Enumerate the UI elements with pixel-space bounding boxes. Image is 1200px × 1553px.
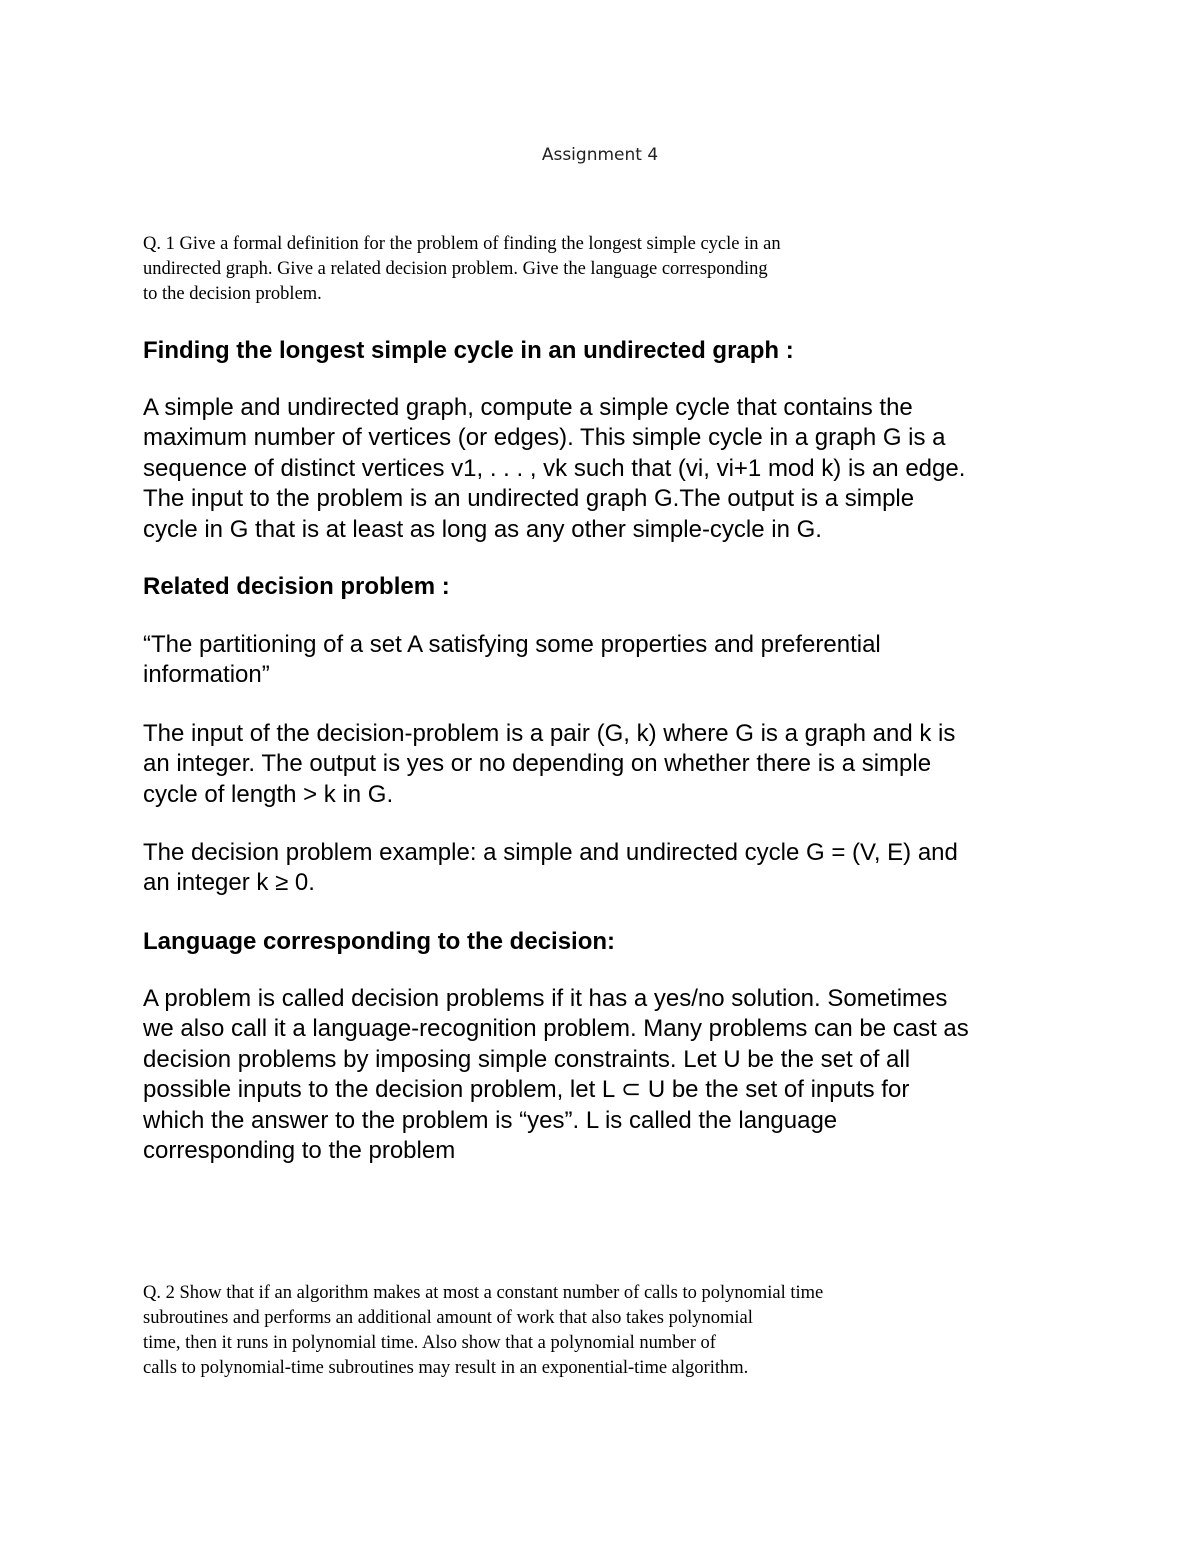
paragraph-line: The input to the problem is an undirected graph G.The output is a simple — [143, 485, 915, 513]
paragraph-line: we also call it a language-recognition problem. Many problems can be cast as — [143, 1015, 969, 1043]
paragraph-line: information” — [143, 661, 270, 689]
paragraph-line: The decision problem example: a simple and undirected cycle G = (V, E) and — [143, 839, 958, 866]
question-2-line: subroutines and performs an additional amount of work that also takes polynomial — [143, 1308, 753, 1328]
section-heading-decision-problem: Related decision problem : — [143, 573, 450, 600]
assignment-title: Assignment 4 — [541, 145, 659, 165]
paragraph-line: corresponding to the problem — [143, 1137, 456, 1165]
paragraph-line: an integer k ≥ 0. — [143, 869, 315, 897]
paragraph-line: maximum number of vertices (or edges). This simple cycle in a graph G is a — [143, 424, 946, 452]
section-heading-longest-cycle: Finding the longest simple cycle in an undirected graph : — [143, 337, 794, 364]
language-definition — [143, 984, 1073, 1166]
question-1-line: undirected graph. Give a related decision problem. Give the language corresponding — [143, 259, 768, 279]
paragraph-line: The input of the decision-problem is a pair (G, k) where G is a graph and k is — [143, 720, 956, 747]
decision-problem-input — [143, 719, 1073, 810]
question-1-line: Q. 1 Give a formal definition for the problem of finding the longest simple cycle in an — [143, 234, 781, 254]
paragraph-line: possible inputs to the decision problem, let L ⊂ U be the set of inputs for — [143, 1076, 910, 1104]
decision-problem-example — [143, 838, 1073, 899]
section-heading-language: Language corresponding to the decision: — [143, 928, 616, 955]
question-2-line: calls to polynomial-time subroutines may result in an exponential-time algorithm. — [143, 1358, 749, 1378]
longest-cycle-definition — [143, 393, 1073, 545]
paragraph-line: cycle in G that is at least as long as any other simple-cycle in G. — [143, 515, 822, 543]
paragraph-line: cycle of length > k in G. — [143, 780, 394, 808]
question-2-line: time, then it runs in polynomial time. Also show that a polynomial number of — [143, 1333, 716, 1353]
paragraph-line: which the answer to the problem is “yes”. L is called the language — [143, 1106, 838, 1134]
paragraph-line: decision problems by imposing simple constraints. Let U be the set of all — [143, 1045, 911, 1073]
paragraph-line: sequence of distinct vertices v1, . . . , vk such that (vi, vi+1 mod k) is an edge. — [143, 454, 966, 482]
question-2-line: Q. 2 Show that if an algorithm makes at most a constant number of calls to polynomial time — [143, 1283, 824, 1303]
decision-problem-quote — [143, 630, 1073, 691]
paragraph-line: “The partitioning of a set A satisfying some properties and preferential — [143, 631, 881, 658]
paragraph-line: A simple and undirected graph, compute a simple cycle that contains the — [143, 394, 913, 421]
question-2 — [143, 1281, 983, 1381]
question-1-line: to the decision problem. — [143, 284, 322, 304]
paragraph-line: A problem is called decision problems if it has a yes/no solution. Sometimes — [143, 985, 948, 1012]
paragraph-line: an integer. The output is yes or no depending on whether there is a simple — [143, 750, 932, 778]
question-1 — [143, 232, 983, 307]
